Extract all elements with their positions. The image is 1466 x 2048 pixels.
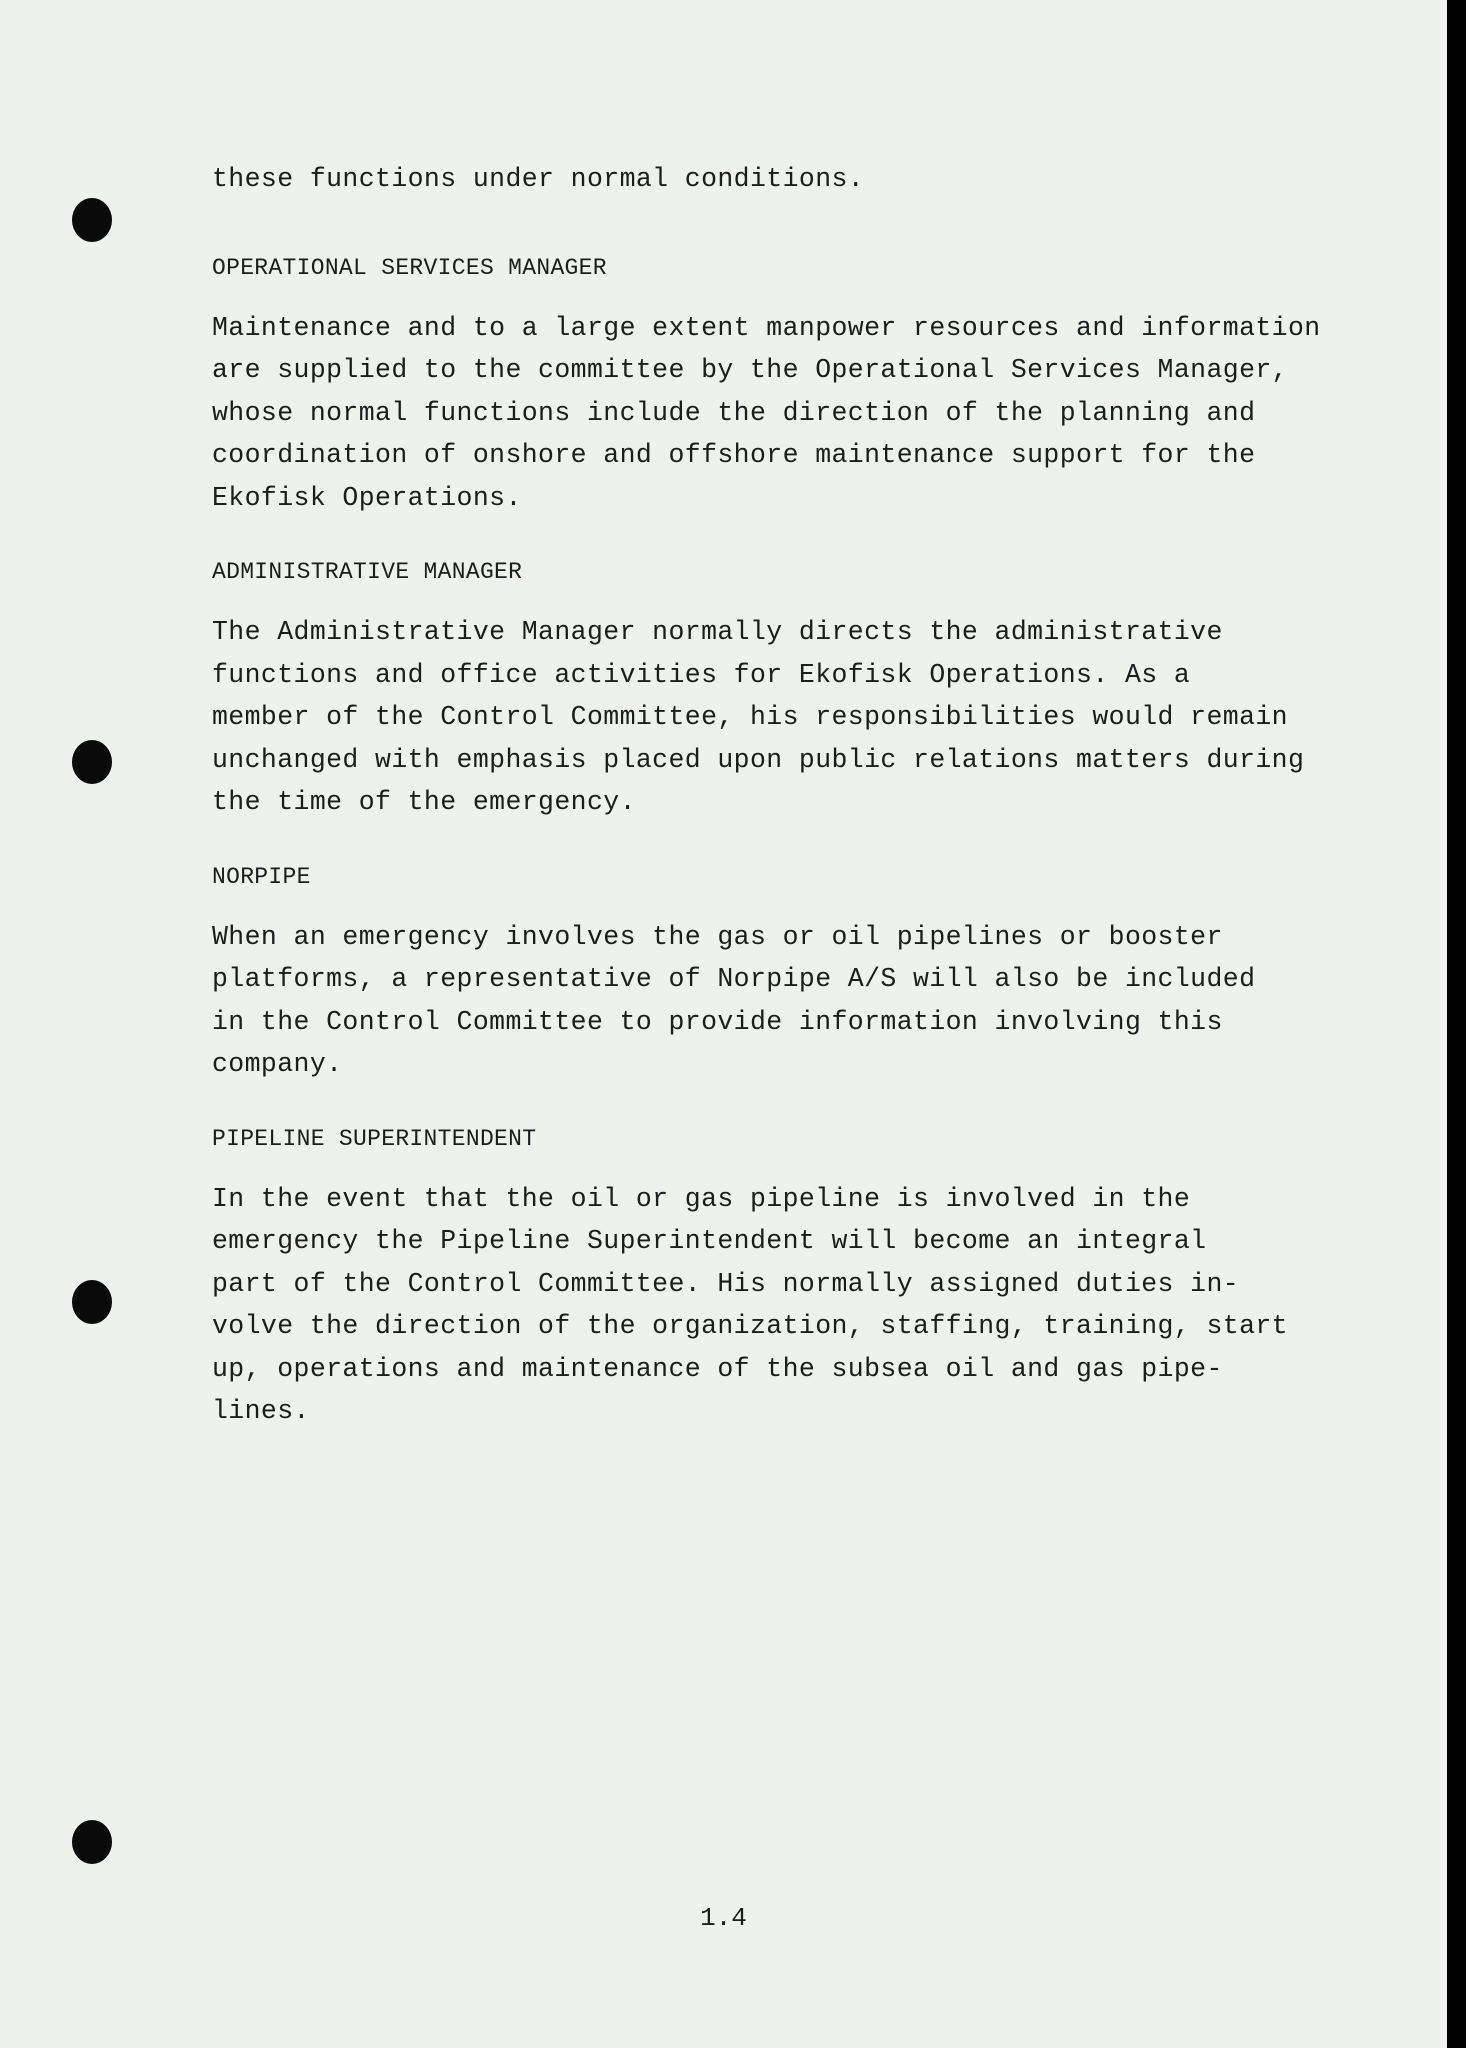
- section-heading: NORPIPE: [212, 863, 311, 890]
- section-body: The Administrative Manager normally directs the administrative functions and office activities for Ekofisk Operations. As a member of the Control Committee, his responsibilities would remain unchanged with emphasis placed upon public relations matters during the time of the emergency.: [212, 617, 1305, 817]
- section-body: In the event that the oil or gas pipeline is involved in the emergency the Pipeline Superintendent will become an integral part of the Control Committee. His normally assigned duties in- volve the direction of the organization, staffing, training, start up, operations and maintenance of the subsea oil and gas pipe- lines.: [212, 1183, 1288, 1426]
- punch-hole: [72, 1820, 112, 1864]
- section-heading: ADMINISTRATIVE MANAGER: [212, 559, 523, 585]
- page-number: 1.4: [700, 1903, 747, 1933]
- section-heading: OPERATIONAL SERVICES MANAGER: [212, 254, 607, 281]
- section-operational-services-manager: [212, 253, 1392, 520]
- intro-text: these functions under normal conditions.: [212, 164, 865, 194]
- section-body: Maintenance and to a large extent manpower resources and information are supplied to the committee by the Operational Services Manager, whose normal functions include the direction of the planning and coordination of onshore and offshore maintenance support for the Ekofisk Operations.: [212, 312, 1321, 513]
- section-administrative-manager: [212, 557, 1392, 824]
- section-norpipe: [212, 862, 1392, 1086]
- section-pipeline-superintendent: [212, 1124, 1392, 1433]
- section-heading: PIPELINE SUPERINTENDENT: [212, 1125, 537, 1152]
- punch-hole: [72, 198, 112, 242]
- document-body: [212, 158, 1392, 1471]
- scan-edge: [1447, 0, 1466, 2048]
- punch-hole: [72, 740, 112, 784]
- punch-hole: [72, 1280, 112, 1324]
- section-body: When an emergency involves the gas or oil pipelines or booster platforms, a representative of Norpipe A/S will also be included in the Control Committee to provide information involving this company.: [212, 921, 1256, 1079]
